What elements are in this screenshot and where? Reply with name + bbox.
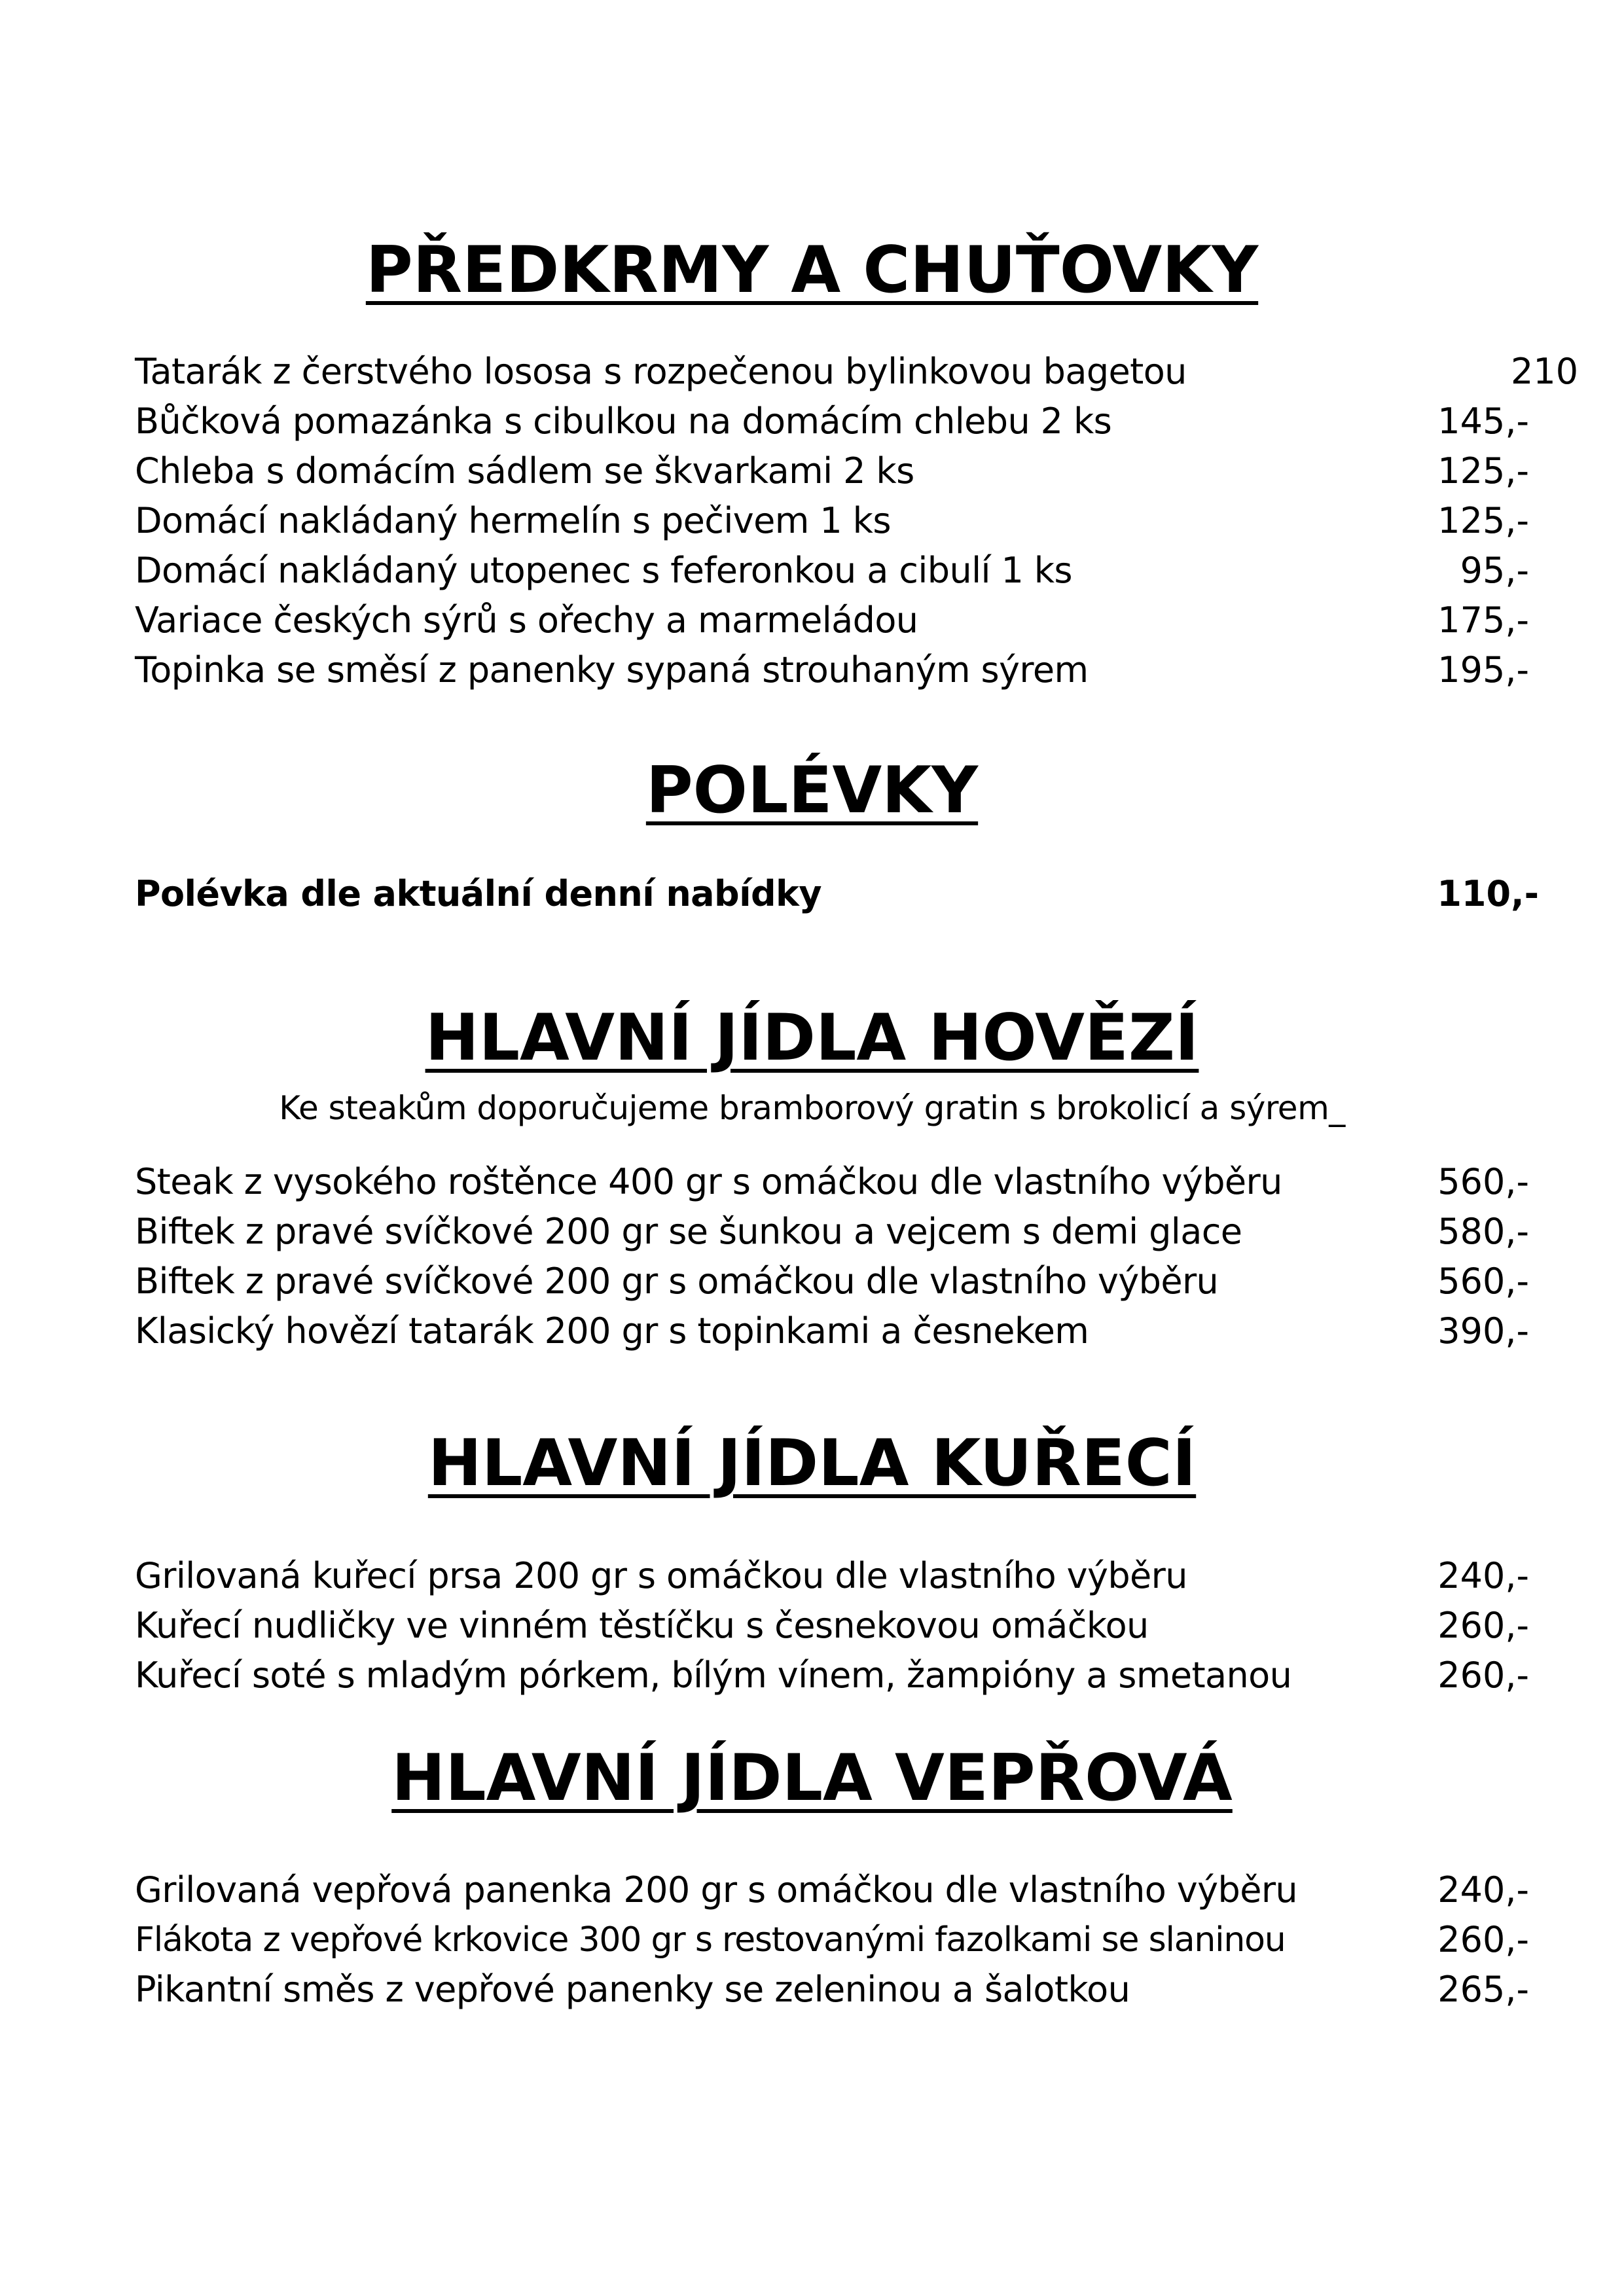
item-name: Chleba s domácím sádlem se škvarkami 2 ks <box>135 450 914 492</box>
item-price: 95,- <box>1460 550 1529 591</box>
item-price: 240,- <box>1437 1555 1529 1596</box>
menu-item <box>135 446 1529 496</box>
item-price: 260,- <box>1437 1605 1529 1646</box>
item-price: 175,- <box>1437 600 1529 641</box>
section-title-veprova: HLAVNÍ JÍDLA VEPŘOVÁ <box>391 1741 1233 1816</box>
menu-item <box>135 496 1529 546</box>
menu-list-hovezi <box>135 1157 1529 1356</box>
section-note-hovezi: Ke steakům doporučujeme bramborový gratin s brokolicí a sýrem_ <box>279 1089 1345 1127</box>
item-price: 580,- <box>1437 1211 1529 1252</box>
item-name: Grilovaná vepřová panenka 200 gr s omáčkou dle vlastního výběru <box>135 1869 1298 1910</box>
menu-item <box>135 1551 1529 1601</box>
item-price: 125,- <box>1437 450 1529 492</box>
item-name: Domácí nakládaný utopenec s feferonkou a cibulí 1 ks <box>135 550 1072 591</box>
menu-list-polevky <box>135 869 1539 919</box>
menu-item <box>135 1601 1529 1651</box>
menu-item <box>135 1651 1529 1700</box>
section-title-predkrmy: PŘEDKRMY A CHUŤOVKY <box>365 233 1259 308</box>
section-title-polevky: POLÉVKY <box>645 753 979 828</box>
item-price: 560,- <box>1437 1261 1529 1302</box>
item-name: Domácí nakládaný hermelín s pečivem 1 ks <box>135 500 891 541</box>
menu-item <box>135 546 1529 596</box>
item-name: Bůčková pomazánka s cibulkou na domácím chlebu 2 ks <box>135 401 1112 442</box>
item-price: 560,- <box>1437 1161 1529 1202</box>
section-title-hovezi: HLAVNÍ JÍDLA HOVĚZÍ <box>425 1001 1199 1075</box>
item-name: Pikantní směs z vepřové panenky se zeleninou a šalotkou <box>135 1969 1130 2010</box>
item-name: Biftek z pravé svíčkové 200 gr se šunkou a vejcem s demi glace <box>135 1211 1242 1252</box>
item-name: Flákota z vepřové krkovice 300 gr s restovanými fazolkami se slaninou <box>135 1920 1286 1960</box>
item-name: Tatarák z čerstvého lososa s rozpečenou bylinkovou bagetou <box>135 351 1187 392</box>
menu-item <box>135 1306 1529 1356</box>
item-price: 240,- <box>1437 1869 1529 1910</box>
item-price: 260,- <box>1437 1919 1529 1960</box>
item-name: Biftek z pravé svíčkové 200 gr s omáčkou dle vlastního výběru <box>135 1261 1219 1302</box>
item-name: Klasický hovězí tatarák 200 gr s topinkami a česnekem <box>135 1310 1089 1352</box>
menu-item <box>135 1965 1529 2015</box>
item-price: 145,- <box>1437 401 1529 442</box>
item-price: 390,- <box>1437 1310 1529 1352</box>
menu-item <box>135 596 1529 645</box>
menu-item <box>135 645 1529 695</box>
item-price: 265,- <box>1437 1969 1529 2010</box>
item-name: Kuřecí nudličky ve vinném těstíčku s česnekovou omáčkou <box>135 1605 1149 1646</box>
item-price: 210 <box>1511 351 1579 392</box>
menu-item <box>135 869 1539 919</box>
item-name: Polévka dle aktuální denní nabídky <box>135 873 821 914</box>
menu-item <box>135 1915 1529 1965</box>
menu-item <box>135 1157 1529 1207</box>
menu-item <box>135 1257 1529 1306</box>
item-name: Kuřecí soté s mladým pórkem, bílým vínem, žampióny a smetanou <box>135 1655 1292 1696</box>
item-name: Variace českých sýrů s ořechy a marmeládou <box>135 600 918 641</box>
menu-item <box>135 1865 1529 1915</box>
menu-item <box>135 397 1529 446</box>
menu-list-veprova <box>135 1865 1529 2015</box>
item-price: 125,- <box>1437 500 1529 541</box>
item-name: Topinka se směsí z panenky sypaná strouhaným sýrem <box>135 649 1089 691</box>
menu-list-predkrmy <box>135 347 1579 695</box>
menu-item <box>135 1207 1529 1257</box>
section-title-kureci: HLAVNÍ JÍDLA KUŘECÍ <box>427 1426 1197 1501</box>
menu-list-kureci <box>135 1551 1529 1700</box>
item-price: 110,- <box>1437 873 1539 914</box>
item-name: Grilovaná kuřecí prsa 200 gr s omáčkou dle vlastního výběru <box>135 1555 1187 1596</box>
item-price: 195,- <box>1437 649 1529 691</box>
item-price: 260,- <box>1437 1655 1529 1696</box>
menu-item <box>135 347 1579 397</box>
item-name: Steak z vysokého roštěnce 400 gr s omáčkou dle vlastního výběru <box>135 1161 1282 1202</box>
